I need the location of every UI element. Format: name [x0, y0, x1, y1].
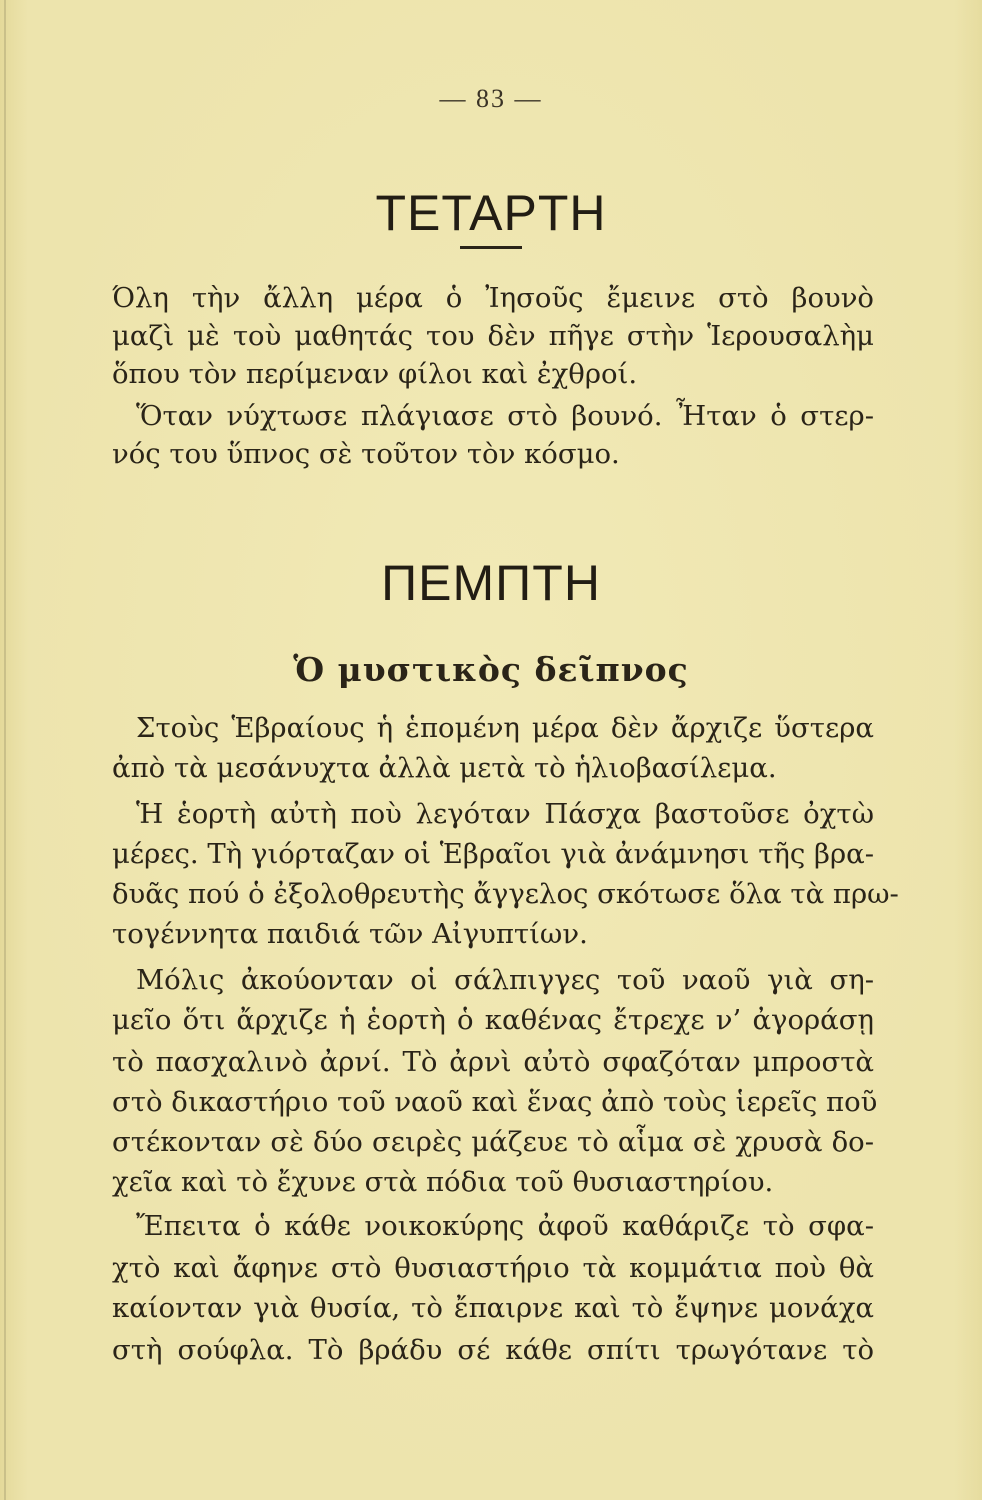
- text-line: μαζὶ μὲ τοὺ μαθητάς του δὲν πῆγε στὴν Ἱερουσαλὴμ: [112, 320, 874, 352]
- text-line: τὸ πασχαλινὸ ἀρνί. Τὸ ἀρνὶ αὐτὸ σφαζόταν μπροστὰ: [112, 1046, 874, 1078]
- text-line: Στοὺς Ἑβραίους ἡ ἑπομένη μέρα δὲν ἄρχιζε ὕστερα: [136, 712, 874, 744]
- section-subtitle: Ὁ μυστικὸς δεῖπνος: [293, 650, 689, 689]
- text-line: Ἔπειτα ὁ κάθε νοικοκύρης ἀφοῦ καθάριζε τὸ σφα-: [136, 1210, 874, 1242]
- text-line: τογέννητα παιδιά τῶν Αἰγυπτίων.: [112, 918, 588, 950]
- section-title-wednesday: ΤΕΤΑΡΤΗ: [375, 185, 607, 241]
- text-line: ἀπὸ τὰ μεσάνυχτα ἀλλὰ μετὰ τὸ ἡλιοβασίλεμα.: [112, 752, 777, 784]
- title-divider: [460, 246, 522, 249]
- section-title-thursday: ΠΕΜΠΤΗ: [381, 555, 601, 611]
- text-line: νός του ὕπνος σὲ τοῦτον τὸν κόσμο.: [112, 438, 620, 470]
- text-line: μέρες. Τὴ γιόρταζαν οἱ Ἑβραῖοι γιὰ ἀνάμνησι τῆς βρα-: [112, 838, 874, 870]
- text-line: στέκονταν σὲ δύο σειρὲς μάζευε τὸ αἷμα σὲ χρυσὰ δο-: [112, 1126, 874, 1158]
- text-line: καίονταν γιὰ θυσία, τὸ ἔπαιρνε καὶ τὸ ἔψηνε μονάχα: [112, 1292, 874, 1324]
- text-line: Όλη τὴν ἄλλη μέρα ὁ Ἰησοῦς ἔμεινε στὸ βουνὸ: [112, 282, 874, 314]
- text-line: Ὅταν νύχτωσε πλάγιασε στὸ βουνό. Ἦταν ὁ στερ-: [136, 400, 874, 432]
- text-line: στὴ σούφλα. Τὸ βράδυ σέ κάθε σπίτι τρωγότανε τὸ: [112, 1334, 874, 1366]
- text-line: στὸ δικαστήριο τοῦ ναοῦ καὶ ἕνας ἀπὸ τοὺς ἱερεῖς ποῦ: [112, 1086, 878, 1118]
- text-line: δυᾶς πού ὁ ἐξολοθρευτὴς ἄγγελος σκότωσε ὅλα τὰ πρω-: [112, 878, 899, 910]
- text-line: Ἡ ἑορτὴ αὐτὴ ποὺ λεγόταν Πάσχα βαστοῦσε ὀχτὼ: [136, 798, 874, 830]
- text-line: μεῖο ὅτι ἄρχιζε ἡ ἑορτὴ ὁ καθένας ἔτρεχε ν’ ἀγοράσῃ: [112, 1004, 874, 1036]
- text-line: χτὸ καὶ ἄφηνε στὸ θυσιαστήριο τὰ κομμάτια ποὺ θὰ: [112, 1252, 874, 1284]
- text-line: Μόλις ἀκούονταν οἱ σάλπιγγες τοῦ ναοῦ γιὰ ση-: [136, 964, 874, 996]
- text-line: ὅπου τὸν περίμεναν φίλοι καὶ ἐχθροί.: [112, 358, 638, 390]
- page-number: — 83 —: [439, 84, 543, 113]
- text-line: χεῖα καὶ τὸ ἔχυνε στὰ πόδια τοῦ θυσιαστηρίου.: [112, 1166, 774, 1198]
